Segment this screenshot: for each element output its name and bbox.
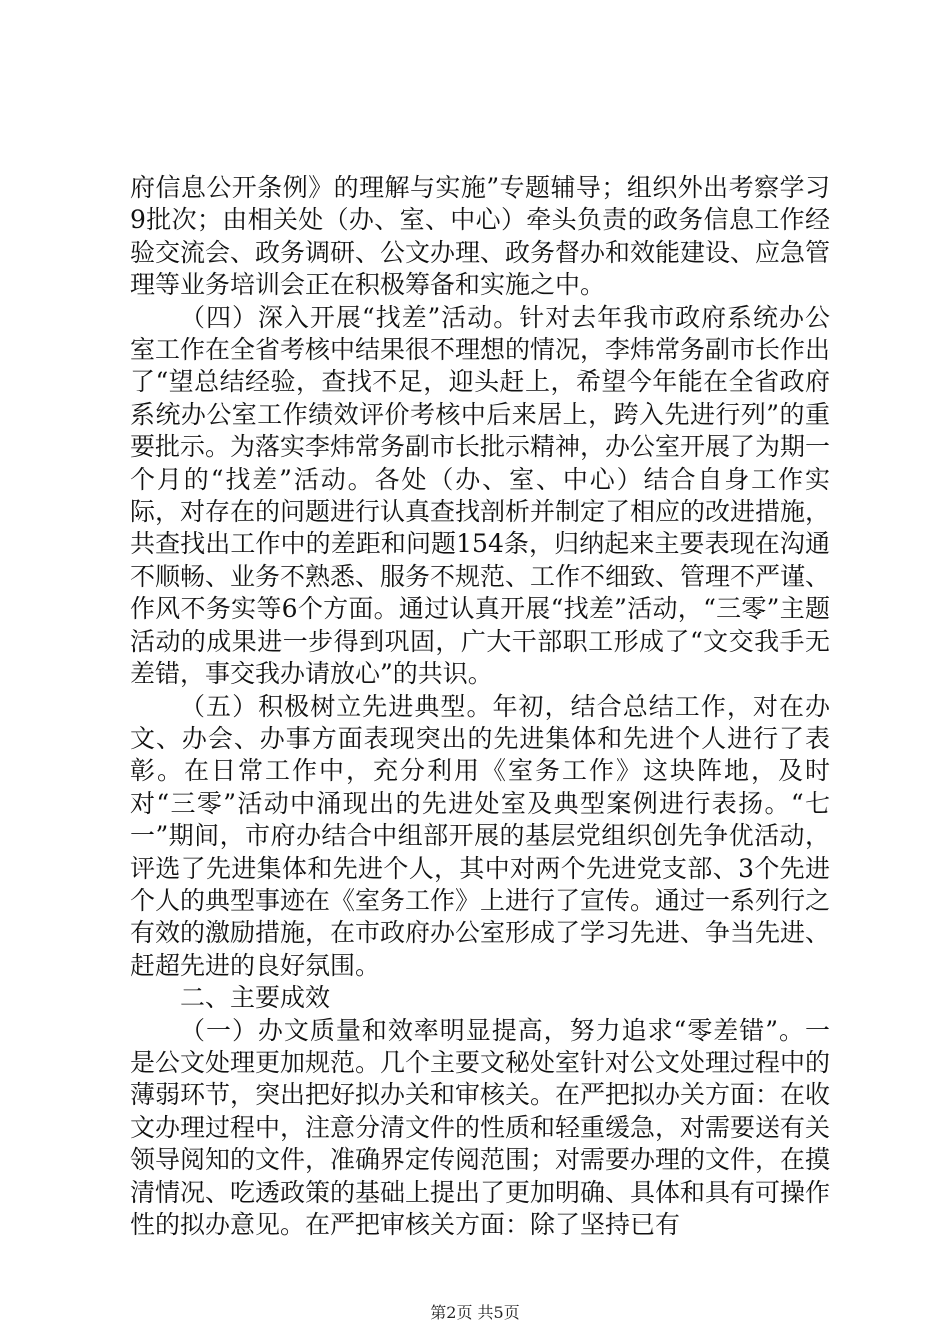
page-total: 共5页	[477, 1303, 520, 1322]
paragraph-continuation: 府信息公开条例》的理解与实施”专题辅导；组织外出考察学习9批次；由相关处（办、室、中心）牵头负责的政务信息工作经验交流会、政务调研、公文办理、政务督办和效能建设、应急管理等业务培训会正在积极筹备和实施之中。	[130, 173, 831, 300]
heading-main-results: 二、主要成效	[180, 983, 331, 1013]
document-body	[130, 172, 830, 1241]
paragraph-section-four: （四）深入开展“找差”活动。针对去年我市政府系统办公室工作在全省考核中结果很不理想的情况，李炜常务副市长作出了“望总结经验，查找不足，迎头赶上，希望今年能在全省政府系统办公室工作绩效评价考核中后来居上，跨入先进行列”的重要批示。为落实李炜常务副市长批示精神，办公室开展了为期一个月的“找差”活动。各处（办、室、中心）结合自身工作实际，对存在的问题进行认真查找剖析并制定了相应的改进措施，共查找出工作中的差距和问题154条，归纳起来主要表现在沟通不顺畅、业务不熟悉、服务不规范、工作不细致、管理不严谨、作风不务实等6个方面。通过认真开展“找差”活动，“三零”主题活动的成果进一步得到巩固，广大干部职工形成了“文交我手无差错，事交我办请放心”的共识。	[130, 302, 831, 689]
paragraph-results-one: （一）办文质量和效率明显提高，努力追求“零差错”。一是公文处理更加规范。几个主要文秘处室针对公文处理过程中的薄弱环节，突出把好拟办关和审核关。在严把拟办关方面：在收文办理过程中，注意分清文件的性质和轻重缓急，对需要送有关领导阅知的文件，准确界定传阅范围；对需要办理的文件，在摸清情况、吃透政策的基础上提出了更加明确、具体和具有可操作性的拟办意见。在严把审核关方面：除了坚持已有	[130, 1015, 831, 1239]
page-number: 第2页	[430, 1303, 473, 1322]
paragraph-section-five: （五）积极树立先进典型。年初，结合总结工作，对在办文、办会、办事方面表现突出的先进集体和先进个人进行了表彰。在日常工作中，充分利用《室务工作》这块阵地，及时对“三零”活动中涌现出的先进处室及典型案例进行表扬。“七一”期间，市府办结合中组部开展的基层党组织创先争优活动，评选了先进集体和先进个人，其中对两个先进党支部、3个先进个人的典型事迹在《室务工作》上进行了宣传。通过一系列行之有效的激励措施，在市政府办公室形成了学习先进、争当先进、赶超先进的良好氛围。	[130, 691, 831, 980]
page-footer	[0, 1300, 950, 1323]
